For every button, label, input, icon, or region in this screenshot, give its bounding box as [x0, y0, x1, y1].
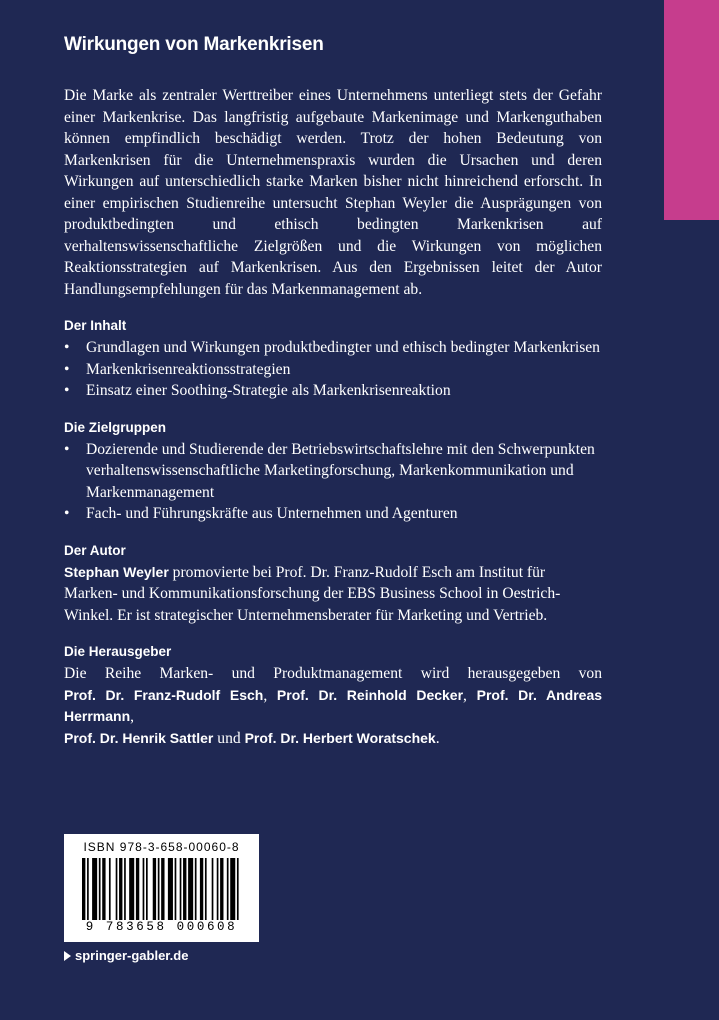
publisher-label: springer-gabler.de — [75, 948, 189, 963]
section-heading-herausgeber: Die Herausgeber — [64, 644, 172, 659]
author-text: promovierte bei Prof. Dr. Franz-Rudolf Esch am Institut für Marken- und Kommunikationsforschung der EBS Business School in Oestrich-Winkel. Er ist strategischer Unternehmensberater für Marketing und Vertrieb. — [64, 563, 561, 624]
section-heading-zielgruppen: Die Zielgruppen — [64, 419, 167, 435]
inhalt-list — [64, 337, 602, 402]
editors-paragraph — [64, 663, 602, 749]
section-heading-inhalt: Der Inhalt — [64, 318, 127, 333]
publisher-url[interactable] — [64, 948, 188, 963]
editors-intro: Die Reihe Marken- und Produktmanagement wird herausgegeben von — [64, 665, 602, 682]
editor-name: Prof. Dr. Henrik Sattler — [64, 729, 214, 746]
list-item: • Fach- und Führungskräfte aus Unternehmen und Agenturen — [64, 503, 602, 525]
author-paragraph — [64, 562, 602, 627]
book-title: Wirkungen von Markenkrisen — [64, 34, 324, 55]
list-item: • Einsatz einer Soothing-Strategie als Markenkrisenreaktion — [64, 380, 602, 402]
list-item: • Dozierende und Studierende der Betriebswirtschaftslehre mit den Schwerpunkten verhaltenswissenschaftliche Marketingforschung, Markenkommunikation und Markenmanagement — [64, 439, 602, 504]
author-name: Stephan Weyler — [64, 563, 169, 580]
list-item: • Grundlagen und Wirkungen produktbedingter und ethisch bedingter Markenkrisen — [64, 337, 602, 359]
editors-line: Prof. Dr. Franz-Rudolf Esch, Prof. Dr. Reinhold Decker, Prof. Dr. Andreas Herrmann, — [64, 686, 603, 725]
isbn-number: ISBN 978-3-658-00060-8 — [83, 840, 240, 854]
barcode-digits: 9 783658 000608 — [85, 920, 238, 934]
barcode-bars — [82, 858, 242, 920]
isbn-barcode — [64, 834, 259, 942]
editor-name: Prof. Dr. Herbert Woratschek — [244, 729, 436, 746]
section-heading-autor: Der Autor — [64, 542, 126, 558]
editor-name: Prof. Dr. Andreas Herrmann — [64, 686, 603, 724]
zielgruppen-list — [64, 439, 602, 525]
editor-name: Prof. Dr. Franz-Rudolf Esch — [64, 686, 264, 703]
editors-line-2: Prof. Dr. Henrik Sattler und Prof. Dr. Herbert Woratschek. — [64, 729, 440, 747]
editor-name: Prof. Dr. Reinhold Decker — [276, 686, 464, 703]
list-item: • Markenkrisenreaktionsstrategien — [64, 359, 602, 381]
accent-bar — [664, 0, 719, 220]
back-cover-content — [64, 34, 602, 749]
intro-text: Die Marke als zentraler Werttreiber eines Unternehmens unterliegt stets der Gefahr einer Markenkrise. Das langfristig aufgebaute Markenimage und Markenguthaben können empfindlich beschädigt werden. Trotz der hohen Bedeutung von Markenkrisen für die Unternehmenspraxis wurden die Ursachen und deren Wirkungen auf unterschiedlich starke Marken bisher nicht hinreichend erforscht. In einer empirischen Studienreihe untersucht Stephan Weyler die Ausprägungen von produktbedingten und ethisch bedingten Markenkrisen auf verhaltenswissenschaftliche Zielgrößen und die Wirkungen von möglichen Reaktionsstrategien auf Markenkrisen. Aus den Ergebnissen leitet der Autor Handlungsempfehlungen für das Markenmanagement ab. — [64, 87, 602, 298]
arrow-right-icon — [64, 951, 71, 961]
